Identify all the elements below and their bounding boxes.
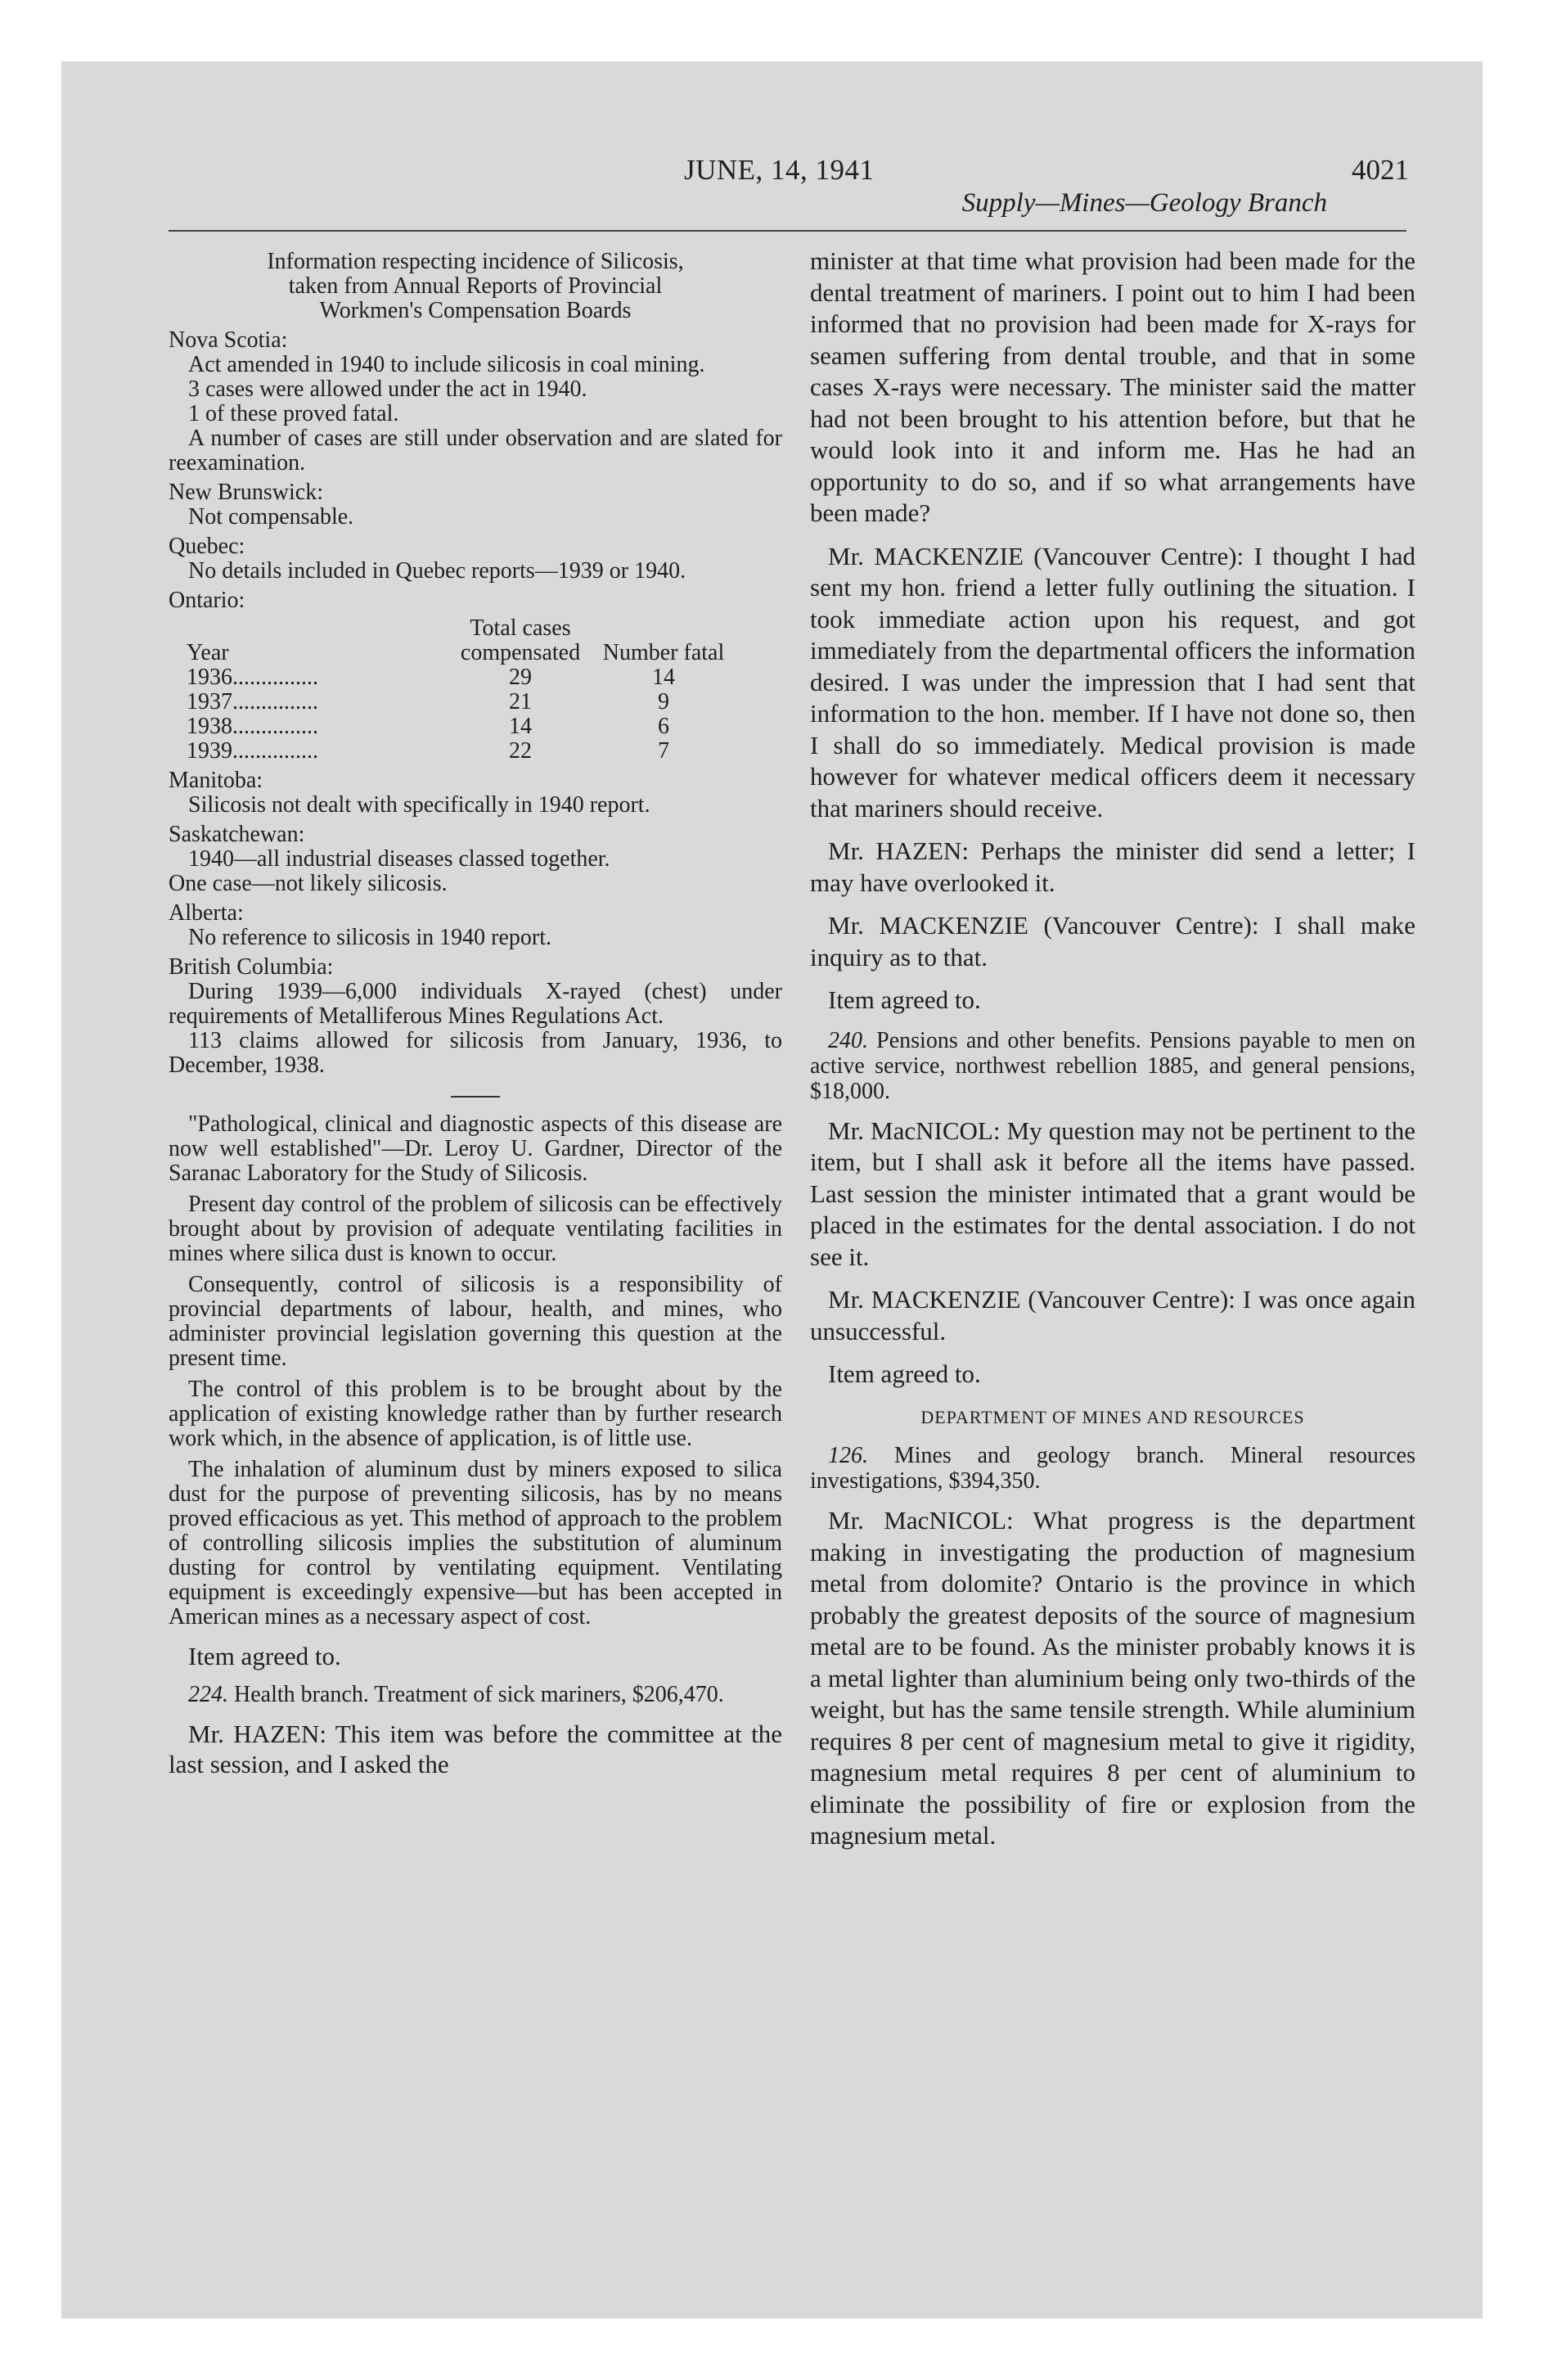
province-item: 1 of these proved fatal. <box>188 401 399 426</box>
estimate-item-224 <box>169 1683 782 1707</box>
province-heading-manitoba: Manitoba: <box>169 768 263 793</box>
province-item: No details included in Quebec reports—1939 or 1940. <box>188 558 686 584</box>
province-item: 1940—all industrial diseases classed together. <box>188 846 610 872</box>
item-description: Mines and geology branch. Mineral resources investigations, $394,350. <box>810 1443 1415 1494</box>
province-item: A number of cases are still under observation and are slated for reexamination. <box>169 426 782 476</box>
right-column <box>810 246 1415 1852</box>
province-heading-alberta: Alberta: <box>169 900 244 926</box>
table-title-line: Information respecting incidence of Silicosis, <box>267 249 684 274</box>
province-heading-ontario: Ontario: <box>169 588 245 613</box>
page-number: 4021 <box>1352 154 1409 186</box>
speaker-name: Mr. MacNICOL: <box>828 1116 1001 1145</box>
table-row <box>169 690 782 714</box>
province-item: Not compensable. <box>188 504 354 530</box>
table-cell: 29 <box>509 665 532 690</box>
province-item: Act amended in 1940 to include silicosis in coal mining. <box>188 352 705 377</box>
column-header: Number fatal <box>602 640 725 665</box>
province-item: 113 claims allowed for silicosis from January, 1936, to December, 1938. <box>169 1028 782 1078</box>
province-heading-saskatchewan: Saskatchewan: <box>169 822 305 847</box>
body-paragraph: "Pathological, clinical and diagnostic aspects of this disease are now well established"—Dr. Leroy U. Gardner, Director of the Saranac Laboratory for the Study of Silicosis. <box>169 1111 782 1186</box>
body-paragraph: minister at that time what provision had been made for the dental treatment of mariners. I point out to him I had been informed that no provision had been made for X-rays for seamen suffering from dental trouble, and that in some cases X-rays were necessary. The minister said the matter had not been brought to his attention before, but that he would look into it and inform me. Has he had an opportunity to do so, and if so what arrangements have been made? <box>810 246 1415 527</box>
table-cell: 1936............... <box>187 665 318 690</box>
province-heading-new-brunswick: New Brunswick: <box>169 480 323 505</box>
body-paragraph: Consequently, control of silicosis is a responsibility of provincial departments of labour, health, and mines, who administer provincial legislation governing this question at the present time. <box>169 1272 782 1371</box>
item-agreed: Item agreed to. <box>188 1642 341 1670</box>
left-column <box>169 250 782 1779</box>
column-header: Year <box>187 640 229 665</box>
table-cell: 14 <box>652 665 675 690</box>
speech-text: I shall make inquiry as to that. <box>810 911 1415 971</box>
speech-mackenzie <box>810 541 1415 825</box>
speech-text: This item was before the committee at the last session, and I asked the <box>169 1720 783 1778</box>
table-cell: 9 <box>658 689 669 714</box>
body-paragraph: The control of this problem is to be brought about by the application of existing knowledge rather than by further research work which, in the absence of application, is of little use. <box>169 1377 782 1451</box>
speaker-name: Mr. HAZEN: <box>188 1720 326 1748</box>
speech-hazen <box>169 1719 782 1779</box>
column-header: compensated <box>460 640 581 665</box>
item-number: 240. <box>828 1027 868 1053</box>
speaker-name: Mr. MACKENZIE (Vancouver Centre): <box>828 911 1259 940</box>
province-item: One case—not likely silicosis. <box>169 871 448 896</box>
column-header: Total cases <box>470 615 571 641</box>
header-divider <box>169 230 1406 232</box>
ontario-table <box>169 616 782 764</box>
table-cell: 1938............... <box>187 714 318 739</box>
province-heading-nova-scotia: Nova Scotia: <box>169 327 288 353</box>
item-agreed: Item agreed to. <box>828 985 981 1014</box>
table-title-line: Workmen's Compensation Boards <box>319 298 632 323</box>
province-heading-quebec: Quebec: <box>169 534 245 559</box>
table-cell: 1937............... <box>187 689 318 714</box>
item-description: Pensions and other benefits. Pensions payable to men on active service, northwest rebellion 1885, and general pensions, $18,000. <box>810 1027 1415 1104</box>
speech-mackenzie <box>810 1284 1415 1347</box>
table-cell: 6 <box>658 714 669 739</box>
table-row <box>169 714 782 739</box>
page-date: JUNE, 14, 1941 <box>684 154 875 186</box>
table-cell: 7 <box>658 738 669 764</box>
table-row <box>169 665 782 690</box>
province-item: No reference to silicosis in 1940 report. <box>188 925 551 950</box>
table-cell: 1939............... <box>187 738 318 764</box>
body-paragraph: Present day control of the problem of silicosis can be effectively brought about by provision of adequate ventilating facilities in mines where silica dust is known to occur. <box>169 1192 782 1266</box>
speech-text: I thought I had sent my hon. friend a letter fully outlining the situation. I took immediate action upon his request, and got immediately from the departmental officers the information desired. I was under the impression that I had sent that information to the hon. member. If I have not done so, then I shall do so immediately. Medical provision is made however for whatever medical officers deem it necessary that mariners should receive. <box>810 541 1415 823</box>
table-row <box>169 739 782 764</box>
item-agreed: Item agreed to. <box>828 1359 981 1388</box>
speech-macnicol <box>810 1116 1415 1273</box>
speech-hazen <box>810 836 1415 899</box>
department-heading: DEPARTMENT OF MINES AND RESOURCES <box>920 1406 1305 1427</box>
speech-mackenzie <box>810 910 1415 973</box>
province-item: Silicosis not dealt with specifically in 1940 report. <box>188 792 650 818</box>
table-cell: 22 <box>509 738 532 764</box>
table-title-line: taken from Annual Reports of Provincial <box>288 273 663 299</box>
running-title: Supply—Mines—Geology Branch <box>961 188 1327 218</box>
speaker-name: Mr. MacNICOL: <box>828 1506 1014 1535</box>
speech-text: I was once again unsuccessful. <box>810 1285 1416 1346</box>
province-heading-british-columbia: British Columbia: <box>169 954 334 980</box>
estimate-item-240 <box>810 1028 1415 1104</box>
speaker-name: Mr. MACKENZIE (Vancouver Centre): <box>828 1285 1235 1314</box>
table-header-row <box>169 641 782 665</box>
speech-text: What progress is the department making in investigating the production of magnesium metal from dolomite? Ontario is the province in which probably the greatest deposits of the source of magnesium metal are to be found. As the minister probably knows it is a metal lighter than aluminium being only two-thirds of the weight, but has the same tensile strength. While aluminium requires 8 per cent of magnesium metal to give it rigidity, magnesium metal requires 8 per cent of aluminium to eliminate the possibility of fire or explosion from the magnesium metal. <box>810 1506 1415 1850</box>
speaker-name: Mr. HAZEN: <box>828 836 970 865</box>
speech-text: My question may not be pertinent to the item, but I shall ask it before all the items have passed. Last session the minister intimated that a grant would be placed in the estimates for the dental association. I do not see it. <box>810 1116 1415 1271</box>
province-item: 3 cases were allowed under the act in 1940. <box>188 376 587 402</box>
section-divider <box>451 1096 500 1098</box>
table-cell: 21 <box>509 689 532 714</box>
table-header-top <box>169 616 782 641</box>
speaker-name: Mr. MACKENZIE (Vancouver Centre): <box>828 541 1244 570</box>
item-number: 224. <box>188 1682 228 1707</box>
body-paragraph: The inhalation of aluminum dust by miners exposed to silica dust for the purpose of preventing silicosis, has by no means proved efficacious as yet. This method of approach to the problem of controlling silicosis implies the substitution of aluminum dusting for control by ventilating equipment. Ventilating equipment is exceedingly expensive—but has been accepted in American mines as a necessary aspect of cost. <box>169 1457 782 1629</box>
item-number: 126. <box>828 1443 868 1468</box>
table-cell: 14 <box>509 714 532 739</box>
province-item: During 1939—6,000 individuals X-rayed (chest) under requirements of Metalliferous Mines Regulations Act. <box>169 979 782 1029</box>
speech-text: Perhaps the minister did send a letter; I may have overlooked it. <box>810 836 1416 897</box>
item-description: Health branch. Treatment of sick mariners, $206,470. <box>234 1682 724 1707</box>
speech-macnicol <box>810 1505 1415 1852</box>
estimate-item-126 <box>810 1443 1415 1494</box>
